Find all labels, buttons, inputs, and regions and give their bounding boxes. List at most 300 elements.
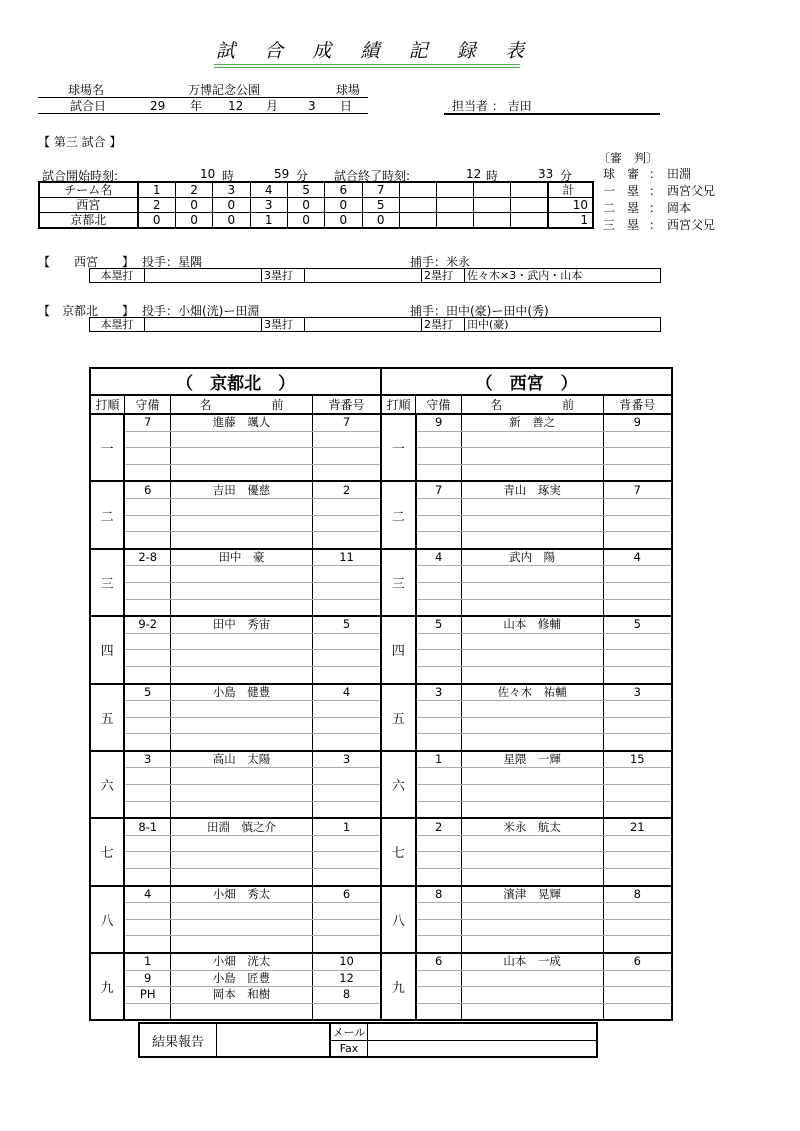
player-name: [171, 1003, 313, 1020]
player-number: 5: [312, 616, 381, 633]
lineup-row: [90, 768, 672, 785]
inning-cell: [436, 213, 473, 229]
player-number: [312, 903, 381, 920]
player-position: [416, 903, 462, 920]
home-run-label: 本塁打: [90, 269, 145, 283]
player-name: [461, 987, 603, 1004]
player-number: [312, 532, 381, 549]
lineup-row: [90, 448, 672, 465]
title-underline: [214, 64, 520, 68]
player-name: [461, 532, 603, 549]
player-number: 3: [312, 751, 381, 768]
triple-label: 3塁打: [262, 318, 305, 332]
player-name: 武内 陽: [461, 549, 603, 566]
batting-order: 五: [90, 684, 124, 751]
player-name: [461, 498, 603, 515]
player-number: [312, 666, 381, 683]
inning-cell: 1: [138, 182, 176, 198]
header-name: 名 前: [461, 395, 603, 414]
player-position: [416, 566, 462, 583]
battery-team: 【 京都北 】: [38, 304, 135, 318]
inning-cell: [473, 213, 510, 229]
player-position: [124, 717, 170, 734]
lineup-row: [90, 936, 672, 953]
player-number: [312, 599, 381, 616]
player-number: 7: [603, 481, 672, 498]
player-position: 9: [416, 414, 462, 431]
batting-order: 一: [90, 414, 124, 481]
person-in-charge-text: 担当者 ： 吉田: [452, 99, 532, 113]
player-position: [124, 734, 170, 751]
player-position: 6: [124, 481, 170, 498]
title-char: 記: [408, 40, 428, 62]
player-number: [312, 701, 381, 718]
player-name: [171, 785, 313, 802]
player-position: [124, 801, 170, 818]
venue-suffix: 球場: [336, 83, 361, 97]
player-name: [171, 869, 313, 886]
player-position: [124, 785, 170, 802]
player-name: 吉田 優慈: [171, 481, 313, 498]
player-name: [461, 701, 603, 718]
player-number: [603, 717, 672, 734]
double-value[interactable]: 田中(豪): [465, 318, 661, 332]
player-name: [461, 566, 603, 583]
end-hour: 12: [466, 167, 482, 181]
batting-order: 二: [381, 481, 415, 548]
player-number: 4: [603, 549, 672, 566]
lineup-row: [90, 734, 672, 751]
umpire-entry: [603, 166, 715, 183]
player-name: 岡本 和樹: [171, 987, 313, 1004]
lineup-row: [90, 684, 672, 701]
player-number: [603, 701, 672, 718]
person-in-charge: [444, 99, 660, 115]
player-position: [416, 734, 462, 751]
scoreboard-row: [39, 213, 593, 229]
inning-cell: 7: [362, 182, 399, 198]
header-number: 背番号: [312, 395, 381, 414]
player-position: [416, 650, 462, 667]
player-position: 6: [416, 953, 462, 970]
player-name: 青山 琢実: [461, 481, 603, 498]
player-name: [171, 768, 313, 785]
player-position: [416, 599, 462, 616]
venue-label: 球場名: [68, 83, 105, 97]
batting-order: 一: [381, 414, 415, 481]
header-position: 守備: [416, 395, 462, 414]
player-position: [124, 852, 170, 869]
player-number: [603, 970, 672, 987]
date-label: 試合日: [70, 99, 107, 113]
player-number: 6: [603, 953, 672, 970]
total-cell: 計: [548, 182, 593, 198]
lineup-row: [90, 919, 672, 936]
lineup-row: [90, 903, 672, 920]
player-name: [461, 582, 603, 599]
player-number: [603, 515, 672, 532]
player-position: [124, 919, 170, 936]
player-position: [124, 498, 170, 515]
player-position: [124, 869, 170, 886]
player-number: [603, 633, 672, 650]
pitcher: 投手：小畑(洸)ー田淵: [142, 304, 260, 318]
player-number: 8: [603, 886, 672, 903]
player-position: [416, 919, 462, 936]
player-name: [461, 431, 603, 448]
player-name: 小畑 秀太: [171, 886, 313, 903]
player-name: 米永 航太: [461, 818, 603, 835]
player-number: [312, 650, 381, 667]
player-name: [461, 1003, 603, 1020]
lineup-row: [90, 599, 672, 616]
umpire-pos: 球 審: [603, 167, 640, 181]
hits-table: [89, 268, 661, 283]
umpire-name: 西宮父兄: [667, 218, 716, 232]
player-name: 高山 太陽: [171, 751, 313, 768]
fax-field[interactable]: [368, 1041, 598, 1058]
player-position: 9: [124, 970, 170, 987]
player-name: 田淵 慎之介: [171, 818, 313, 835]
mail-label: メール: [330, 1023, 368, 1041]
inning-cell: 0: [213, 198, 250, 213]
venue-name: 万博記念公園: [188, 83, 261, 97]
player-number: [603, 919, 672, 936]
player-number: [603, 987, 672, 1004]
player-name: 濱津 晃輝: [461, 886, 603, 903]
home-run-value[interactable]: [145, 318, 262, 332]
player-position: [416, 515, 462, 532]
start-hour: 10: [200, 167, 216, 181]
player-position: [416, 532, 462, 549]
umpire-pos: 二 塁: [603, 201, 640, 215]
player-number: [312, 768, 381, 785]
player-name: 佐々木 祐輔: [461, 684, 603, 701]
player-name: 田中 豪: [171, 549, 313, 566]
lineup-team-title: （ 京都北 ）: [90, 368, 381, 395]
lineup-row: [90, 801, 672, 818]
double-value[interactable]: 佐々木×3・武内・山本: [465, 269, 661, 283]
player-position: [416, 633, 462, 650]
player-position: [416, 464, 462, 481]
umpire-name: 田淵: [667, 167, 692, 181]
player-position: [416, 970, 462, 987]
player-name: [171, 431, 313, 448]
lineup-row: [90, 414, 672, 431]
inning-cell: 2: [175, 182, 212, 198]
player-number: [312, 801, 381, 818]
inning-cell: 0: [213, 213, 250, 229]
date-day: 3: [308, 99, 316, 113]
title-char: 試: [216, 40, 236, 62]
player-number: [312, 936, 381, 953]
player-number: [603, 650, 672, 667]
team-name: 京都北: [39, 213, 138, 229]
inning-cell: 3: [213, 182, 250, 198]
player-position: PH: [124, 987, 170, 1004]
player-number: [312, 515, 381, 532]
triple-label: 3塁打: [262, 269, 305, 283]
player-number: [603, 801, 672, 818]
triple-value[interactable]: [305, 318, 422, 332]
start-minute-unit: 分: [296, 169, 309, 183]
inning-cell: 0: [287, 198, 324, 213]
player-name: [171, 701, 313, 718]
player-position: 9-2: [124, 616, 170, 633]
player-name: [171, 835, 313, 852]
player-position: [124, 666, 170, 683]
inning-cell: 4: [250, 182, 287, 198]
player-number: [312, 582, 381, 599]
double-label: 2塁打: [422, 269, 465, 283]
player-position: [124, 448, 170, 465]
inning-cell: [510, 213, 548, 229]
double-label: 2塁打: [422, 318, 465, 332]
inning-cell: 1: [250, 213, 287, 229]
player-position: [416, 852, 462, 869]
player-number: 12: [312, 970, 381, 987]
inning-cell: [473, 182, 510, 198]
player-position: 8: [416, 886, 462, 903]
player-number: [603, 936, 672, 953]
player-number: [312, 869, 381, 886]
player-name: [461, 650, 603, 667]
player-number: [312, 498, 381, 515]
player-position: 1: [124, 953, 170, 970]
lineup-column-header: [90, 395, 672, 414]
inning-cell: 5: [287, 182, 324, 198]
umpire-pos: 一 塁: [603, 184, 640, 198]
player-name: 進藤 颯人: [171, 414, 313, 431]
player-number: 1: [312, 818, 381, 835]
batting-order: 四: [90, 616, 124, 683]
inning-cell: 3: [250, 198, 287, 213]
player-position: [416, 448, 462, 465]
lineup-row: [90, 751, 672, 768]
batting-order: 六: [90, 751, 124, 818]
player-number: 21: [603, 818, 672, 835]
lineup-row: [90, 431, 672, 448]
lineup-row: [90, 953, 672, 970]
time-row: [42, 167, 582, 181]
player-name: [461, 970, 603, 987]
player-number: [312, 717, 381, 734]
player-position: [416, 431, 462, 448]
start-minute: 59: [274, 167, 290, 181]
player-number: [312, 785, 381, 802]
triple-value[interactable]: [305, 269, 422, 283]
player-position: [124, 582, 170, 599]
lineup-row: [90, 818, 672, 835]
player-position: [124, 903, 170, 920]
player-name: 山本 一成: [461, 953, 603, 970]
player-position: 3: [124, 751, 170, 768]
lineup-row: [90, 717, 672, 734]
inning-cell: 0: [287, 213, 324, 229]
player-name: [171, 532, 313, 549]
player-number: [603, 431, 672, 448]
inning-cell: 0: [175, 213, 212, 229]
player-number: [312, 633, 381, 650]
header-name: 名 前: [171, 395, 313, 414]
hits-table: [89, 317, 661, 332]
player-number: 11: [312, 549, 381, 566]
player-name: [171, 936, 313, 953]
player-position: [416, 701, 462, 718]
inning-cell: [510, 182, 548, 198]
lineup-row: [90, 835, 672, 852]
catcher: 捕手：田中(豪)ー田中(秀): [410, 304, 549, 318]
venue-row: [38, 83, 368, 98]
player-number: 15: [603, 751, 672, 768]
player-name: 星隈 一輝: [461, 751, 603, 768]
pitcher: 投手：星隅: [142, 255, 203, 269]
player-name: [461, 919, 603, 936]
player-name: [171, 599, 313, 616]
total-cell: 1: [548, 213, 593, 229]
player-position: [416, 785, 462, 802]
player-number: [312, 464, 381, 481]
batting-order: 三: [381, 549, 415, 616]
player-name: [461, 633, 603, 650]
inning-cell: 0: [175, 198, 212, 213]
player-name: [461, 599, 603, 616]
inning-cell: [399, 198, 436, 213]
header-number: 背番号: [603, 395, 672, 414]
title-char: 成: [312, 40, 332, 62]
player-position: [124, 650, 170, 667]
date-year: 29: [150, 99, 166, 113]
player-position: [416, 1003, 462, 1020]
lineup-row: [90, 852, 672, 869]
inning-cell: [510, 198, 548, 213]
game-label: 【 第三 試合 】: [38, 135, 122, 149]
end-hour-unit: 時: [486, 169, 499, 183]
batting-order: 九: [90, 953, 124, 1020]
mail-field[interactable]: [368, 1023, 598, 1041]
player-position: 7: [416, 481, 462, 498]
batting-order: 七: [381, 818, 415, 885]
inning-cell: 0: [325, 213, 362, 229]
player-name: 小島 匠豊: [171, 970, 313, 987]
player-name: 小畑 洸太: [171, 953, 313, 970]
player-name: [171, 633, 313, 650]
umpire-entry: [603, 183, 715, 200]
player-number: 5: [603, 616, 672, 633]
player-name: [171, 650, 313, 667]
player-name: [461, 448, 603, 465]
player-position: 1: [416, 751, 462, 768]
player-number: 3: [603, 684, 672, 701]
player-name: [461, 464, 603, 481]
player-name: [461, 903, 603, 920]
player-position: [416, 666, 462, 683]
lineup-row: [90, 633, 672, 650]
umpire-name: 岡本: [667, 201, 692, 215]
home-run-value[interactable]: [145, 269, 262, 283]
end-minute: 33: [538, 167, 554, 181]
start-time-label: 試合開始時刻:: [42, 169, 119, 183]
battery-team: 【 西宮 】: [38, 255, 135, 269]
player-name: [461, 835, 603, 852]
player-number: [603, 869, 672, 886]
player-number: [603, 734, 672, 751]
lineup-row: [90, 498, 672, 515]
inning-cell: 5: [362, 198, 399, 213]
date-row: [38, 99, 368, 114]
umpires-title: 〔審 判〕: [598, 151, 659, 165]
player-position: [124, 768, 170, 785]
umpire-sep: ：: [649, 184, 662, 198]
player-number: 2: [312, 481, 381, 498]
start-hour-unit: 時: [222, 169, 235, 183]
player-number: [603, 903, 672, 920]
player-name: [171, 464, 313, 481]
lineup-row: [90, 785, 672, 802]
scoreboard-row: [39, 198, 593, 213]
player-number: [312, 431, 381, 448]
player-name: [171, 852, 313, 869]
player-position: [124, 515, 170, 532]
lineup-row: [90, 532, 672, 549]
player-position: 4: [416, 549, 462, 566]
player-name: [171, 582, 313, 599]
player-number: 10: [312, 953, 381, 970]
player-position: [416, 869, 462, 886]
lineup-row: [90, 549, 672, 566]
player-number: [312, 448, 381, 465]
player-number: [603, 566, 672, 583]
player-name: [171, 801, 313, 818]
header-order: 打順: [90, 395, 124, 414]
player-name: [461, 785, 603, 802]
player-position: [124, 633, 170, 650]
player-position: 4: [124, 886, 170, 903]
lineup-row: [90, 701, 672, 718]
umpire-entry: [603, 217, 715, 234]
page-title: [210, 36, 530, 64]
player-position: [124, 566, 170, 583]
player-name: [461, 717, 603, 734]
player-number: [312, 835, 381, 852]
inning-cell: [399, 213, 436, 229]
player-position: [124, 431, 170, 448]
inning-cell: 0: [362, 213, 399, 229]
lineup-row: [90, 666, 672, 683]
lineup-row: [90, 616, 672, 633]
batting-order: 五: [381, 684, 415, 751]
player-position: [416, 768, 462, 785]
inning-cell: [399, 182, 436, 198]
batting-order: 七: [90, 818, 124, 885]
player-number: [603, 448, 672, 465]
title-char: 合: [264, 40, 284, 62]
umpire-entry: [603, 200, 715, 217]
player-name: [461, 852, 603, 869]
lineup-team-header: [90, 368, 672, 395]
player-number: [603, 498, 672, 515]
player-number: [312, 919, 381, 936]
header-order: 打順: [381, 395, 415, 414]
lineup-row: [90, 886, 672, 903]
player-number: 8: [312, 987, 381, 1004]
title-char: 録: [456, 40, 476, 62]
player-number: [312, 852, 381, 869]
batting-order: 九: [381, 953, 415, 1020]
inning-cell: 0: [138, 213, 176, 229]
report-value[interactable]: [217, 1023, 331, 1057]
player-position: 2: [416, 818, 462, 835]
